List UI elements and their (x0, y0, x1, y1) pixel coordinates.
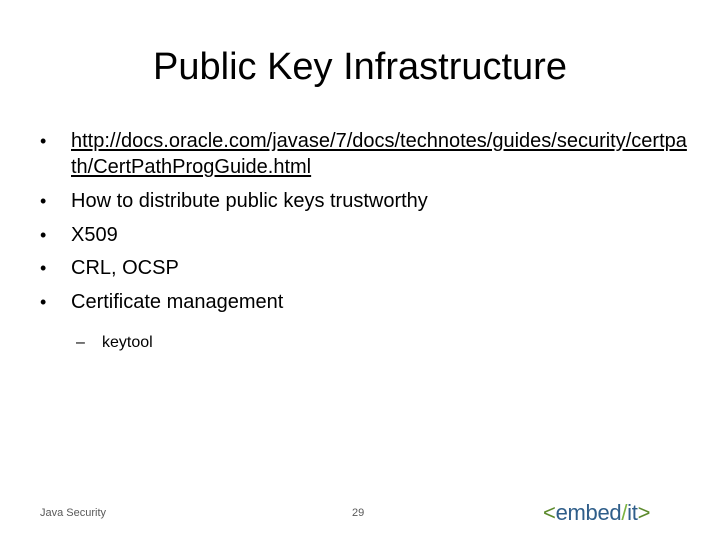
sub-bullet-keytool (76, 332, 153, 354)
logo-close-bracket: > (637, 500, 651, 525)
page-number: 29 (352, 507, 365, 519)
bullet-marker: • (40, 258, 47, 278)
bullet-text: X509 (71, 223, 118, 246)
bullet-marker: • (40, 224, 47, 245)
slide-title: Public Key Infrastructure (153, 46, 567, 88)
bullet-marker: • (40, 131, 47, 151)
sub-bullet-list (76, 332, 153, 354)
bullet-text: How to distribute public keys trustworthy (71, 190, 428, 212)
certpath-guide-link[interactable]: http://docs.oracle.com/javase/7/docs/technotes/guides/security/certpath/CertPathProgGuide.html (71, 130, 687, 178)
sub-bullet-marker: – (76, 334, 85, 351)
bullet-item-url (40, 128, 690, 180)
bullet-marker: • (40, 291, 47, 312)
bullet-marker: • (40, 191, 47, 211)
logo-open-bracket: < (543, 500, 556, 525)
embedit-logo (543, 500, 650, 526)
bullet-list (40, 128, 690, 322)
bullet-item-distribute-keys (40, 188, 690, 214)
bullet-text: Certificate management (71, 290, 284, 313)
footer-course-name: Java Security (40, 507, 107, 519)
logo-slash: / (621, 500, 628, 525)
logo-word-embed: embed (555, 500, 622, 525)
logo-word-it: it (627, 500, 638, 525)
bullet-item-crl-ocsp (40, 255, 690, 281)
sub-bullet-text: keytool (102, 334, 153, 351)
bullet-text: CRL, OCSP (71, 257, 179, 279)
bullet-item-x509 (40, 222, 690, 248)
bullet-item-cert-management (40, 289, 690, 315)
